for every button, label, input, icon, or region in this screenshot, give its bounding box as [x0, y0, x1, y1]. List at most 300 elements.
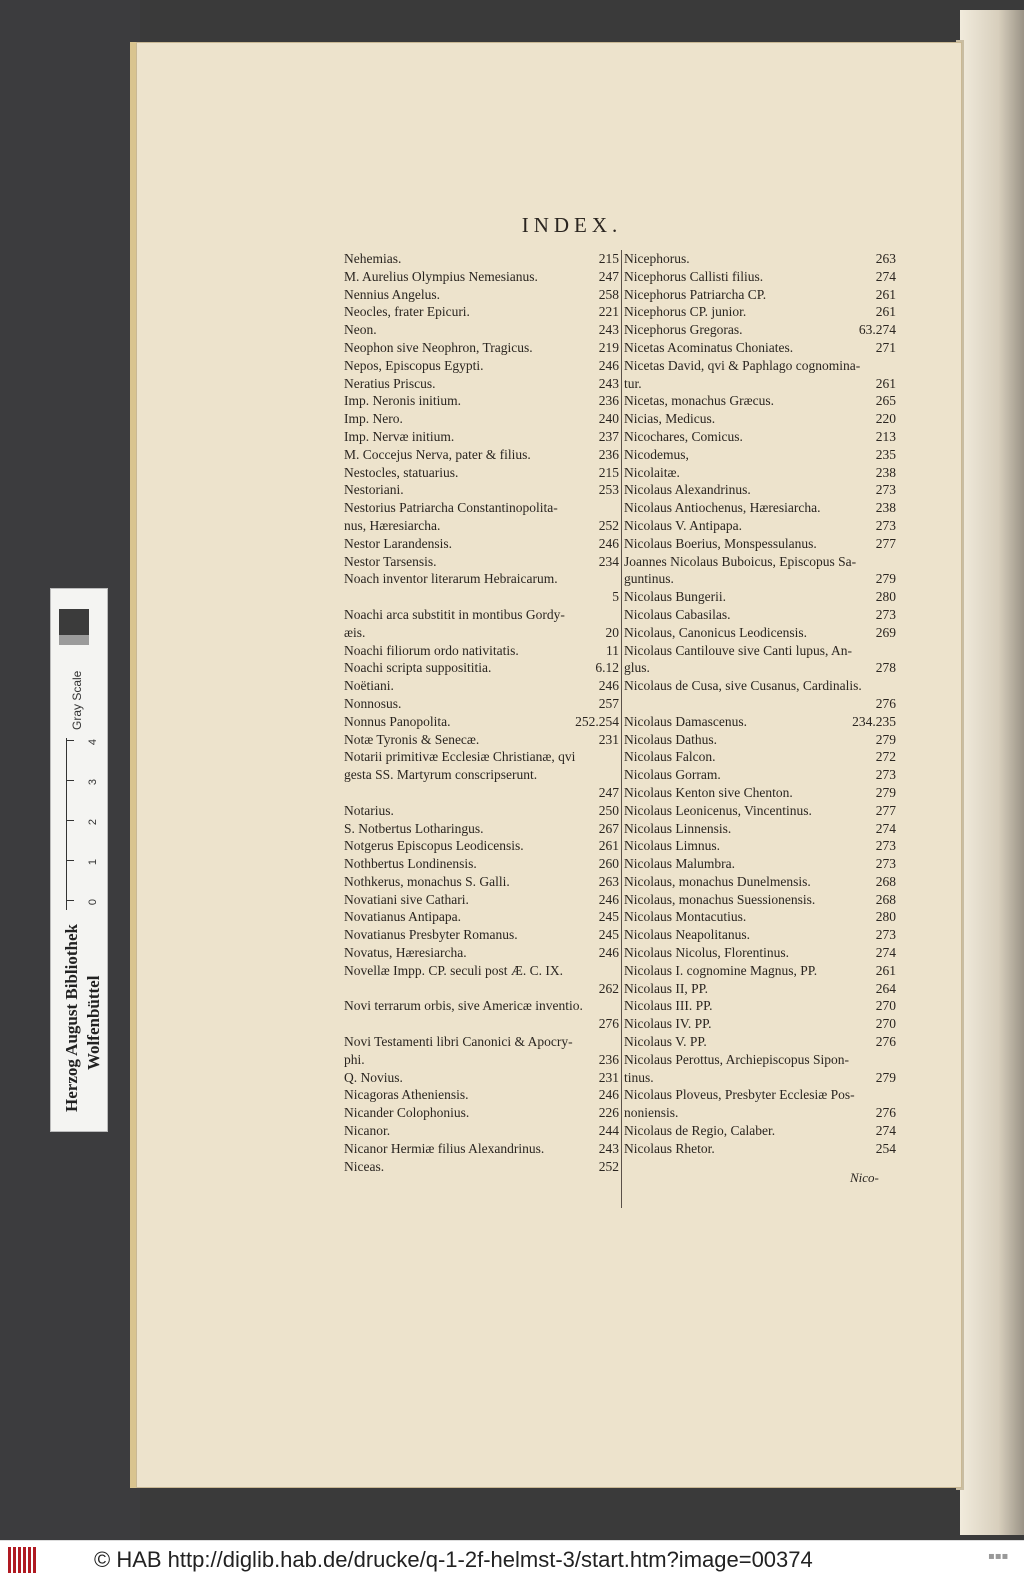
index-entry — [344, 873, 619, 891]
hab-logo-icon — [8, 1547, 46, 1577]
index-entry — [344, 980, 619, 998]
entry-page: 258 — [598, 286, 619, 302]
index-entry — [344, 321, 619, 339]
entry-page: 276 — [598, 1016, 619, 1032]
entry-name: Nicolaus Nicolus, Florentinus. — [624, 945, 789, 961]
entry-page: 231 — [598, 1069, 619, 1085]
index-entry — [624, 748, 896, 766]
index-title: INDEX. — [521, 213, 623, 237]
index-entry — [624, 446, 896, 464]
index-entry — [624, 624, 896, 642]
entry-page: 280 — [875, 589, 896, 605]
entry-page: 5 — [612, 589, 619, 605]
index-entry — [344, 268, 619, 286]
entry-page: 264 — [875, 980, 896, 996]
entry-page: 280 — [875, 909, 896, 925]
entry-name: Nicochares, Comicus. — [624, 428, 743, 444]
index-entry — [624, 357, 896, 375]
index-entry — [624, 1069, 896, 1087]
entry-name: Neratius Priscus. — [344, 375, 436, 391]
entry-name: Novi terrarum orbis, sive Americæ inventio. — [344, 998, 583, 1014]
entry-name: Nicolaus Ploveus, Presbyter Ecclesiæ Pos- — [624, 1087, 855, 1103]
entry-name: Nicanor. — [344, 1123, 391, 1139]
entry-name: Imp. Nervæ initium. — [344, 428, 455, 444]
index-entry — [624, 962, 896, 980]
entry-name: M. Aurelius Olympius Nemesianus. — [344, 268, 538, 284]
index-entry — [344, 837, 619, 855]
entry-name: Nothbertus Londinensis. — [344, 856, 477, 872]
entry-name: Neon. — [344, 322, 377, 338]
entry-page: 272 — [875, 749, 896, 765]
ruler-tick — [66, 740, 74, 741]
index-entry — [624, 1140, 896, 1158]
entry-name: Noachi arca substitit in montibus Gordy- — [344, 606, 565, 622]
index-entry — [624, 375, 896, 393]
entry-name: Neophon sive Neophron, Tragicus. — [344, 339, 533, 355]
entry-name: Nicolaus de Regio, Calaber. — [624, 1123, 776, 1139]
index-entry — [624, 481, 896, 499]
catchword: Nico- — [850, 1170, 879, 1185]
index-entry — [344, 570, 619, 588]
entry-name: Nicolaus de Cusa, sive Cusanus, Cardinalis. — [624, 678, 862, 694]
ruler-number: 2 — [87, 818, 100, 826]
entry-page: 277 — [875, 535, 896, 551]
entry-page: 261 — [598, 838, 619, 854]
entry-name: Q. Novius. — [344, 1069, 403, 1085]
entry-page: 247 — [598, 268, 619, 284]
index-entry — [624, 695, 896, 713]
entry-page: 246 — [598, 357, 619, 373]
entry-name: Nicolaus Damascenus. — [624, 713, 747, 729]
entry-name: Nicetas Acominatus Choniates. — [624, 339, 794, 355]
gray-patch-dark — [59, 609, 89, 635]
entry-name: Nicolaus IV. PP. — [624, 1016, 712, 1032]
entry-name: Niceas. — [344, 1158, 385, 1174]
entry-name: Nicodemus, — [624, 446, 689, 462]
entry-name: Nestor Larandensis. — [344, 535, 452, 551]
entry-page: 276 — [875, 1105, 896, 1121]
index-entry — [624, 677, 896, 695]
entry-page: 270 — [875, 998, 896, 1014]
entry-page: 221 — [598, 304, 619, 320]
entry-name: æis. — [344, 624, 366, 640]
entry-name: Novellæ Impp. CP. seculi post Æ. C. IX. — [344, 962, 564, 978]
entry-name: tur. — [624, 375, 642, 391]
index-entry — [344, 375, 619, 393]
index-entry — [624, 1051, 896, 1069]
footer-bar — [0, 1540, 1024, 1583]
entry-page: 273 — [875, 927, 896, 943]
index-entry — [624, 1033, 896, 1051]
index-entry — [344, 357, 619, 375]
entry-page: 11 — [606, 642, 619, 658]
entry-name: Novatianus Antipapa. — [344, 909, 461, 925]
entry-page: 273 — [875, 517, 896, 533]
entry-page: 263 — [875, 251, 896, 266]
entry-name: Nestoriani. — [344, 482, 404, 498]
entry-page: 238 — [875, 464, 896, 480]
entry-name: Nicolaus, monachus Dunelmensis. — [624, 873, 811, 889]
entry-name: Noach inventor literarum Hebraicarum. — [344, 571, 558, 587]
entry-page: 274 — [875, 268, 896, 284]
index-entry — [344, 695, 619, 713]
entry-name: tinus. — [624, 1069, 654, 1085]
index-entry — [344, 748, 619, 766]
entry-page: 234.235 — [852, 713, 896, 729]
index-entry — [344, 766, 619, 784]
index-entry — [344, 1086, 619, 1104]
entry-name: Notarii primitivæ Ecclesiæ Christianæ, qvi — [344, 749, 576, 765]
index-entry — [344, 499, 619, 517]
entry-page: 234 — [598, 553, 619, 569]
index-column-right — [624, 250, 896, 1158]
entry-page: 277 — [875, 802, 896, 818]
entry-page: 257 — [598, 695, 619, 711]
index-entry — [624, 410, 896, 428]
index-entry — [344, 624, 619, 642]
index-entry — [624, 1104, 896, 1122]
entry-page: 240 — [598, 411, 619, 427]
entry-name: Neocles, frater Epicuri. — [344, 304, 470, 320]
entry-name: Nicolaus Bungerii. — [624, 589, 726, 605]
entry-page: 252 — [598, 1158, 619, 1174]
index-entry — [344, 642, 619, 660]
entry-name: Noëtiani. — [344, 678, 394, 694]
entry-name: Nicolaus Cabasilas. — [624, 606, 731, 622]
entry-page: 279 — [875, 1069, 896, 1085]
entry-name: Nicolaus Rhetor. — [624, 1140, 715, 1156]
entry-page: 246 — [598, 891, 619, 907]
index-entry — [624, 464, 896, 482]
entry-name: Nepos, Episcopus Egypti. — [344, 357, 484, 373]
entry-page: 253 — [598, 482, 619, 498]
entry-page: 269 — [875, 624, 896, 640]
entry-page: 247 — [598, 784, 619, 800]
entry-name: guntinus. — [624, 571, 674, 587]
entry-name: Nicolaus Perottus, Archiepiscopus Sipon- — [624, 1051, 849, 1067]
entry-page: 268 — [875, 873, 896, 889]
entry-name: Nicolaus Kenton sive Chenton. — [624, 784, 793, 800]
entry-name: Nicolaus Falcon. — [624, 749, 716, 765]
entry-name: Novi Testamenti libri Canonici & Apocry- — [344, 1034, 573, 1050]
entry-name: Nicolaus III. PP. — [624, 998, 713, 1014]
index-entry — [344, 481, 619, 499]
index-entry — [624, 766, 896, 784]
entry-name: Nicephorus CP. junior. — [624, 304, 747, 320]
index-entry — [344, 339, 619, 357]
entry-name: nus, Hæresiarcha. — [344, 517, 441, 533]
entry-name: Nehemias. — [344, 251, 402, 266]
entry-page: 244 — [598, 1123, 619, 1139]
index-entry — [344, 802, 619, 820]
index-entry — [624, 1086, 896, 1104]
index-entry — [344, 588, 619, 606]
entry-name: Nicolaus, monachus Suessionensis. — [624, 891, 816, 907]
ruler-tick — [66, 900, 74, 901]
index-entry — [624, 588, 896, 606]
ruler-number: 4 — [87, 738, 100, 746]
entry-name: Nicolaus Dathus. — [624, 731, 717, 747]
entry-name: Nicephorus. — [624, 251, 690, 266]
index-entry — [344, 731, 619, 749]
index-entry — [344, 286, 619, 304]
entry-page: 246 — [598, 678, 619, 694]
entry-page: 63.274 — [858, 322, 896, 338]
entry-page: 273 — [875, 482, 896, 498]
entry-page: 236 — [598, 446, 619, 462]
entry-name: Novatiani sive Cathari. — [344, 891, 469, 907]
entry-name: Nicolaus Alexandrinus. — [624, 482, 751, 498]
entry-page: 270 — [875, 1016, 896, 1032]
index-entry — [344, 855, 619, 873]
entry-name: Nothkerus, monachus S. Galli. — [344, 873, 510, 889]
ruler-tick — [66, 860, 74, 861]
index-entry — [344, 606, 619, 624]
entry-page: 254 — [875, 1140, 896, 1156]
book-edge-right — [960, 10, 1024, 1535]
entry-page: 261 — [875, 286, 896, 302]
entry-page: 213 — [875, 428, 896, 444]
index-entry — [344, 392, 619, 410]
entry-name: Nestocles, statuarius. — [344, 464, 459, 480]
index-entry — [344, 1104, 619, 1122]
index-entry — [624, 908, 896, 926]
entry-name: Nicolaus Gorram. — [624, 767, 721, 783]
index-entry — [624, 837, 896, 855]
entry-name: Nicolaus V. PP. — [624, 1034, 707, 1050]
entry-page: 236 — [598, 1051, 619, 1067]
ruler-number: 3 — [87, 778, 100, 786]
index-entry — [624, 802, 896, 820]
index-entry — [624, 250, 896, 268]
entry-name: Nicolaus, Canonicus Leodicensis. — [624, 624, 807, 640]
entry-name: Nennius Angelus. — [344, 286, 440, 302]
index-entry — [624, 517, 896, 535]
index-entry — [344, 1158, 619, 1176]
entry-page: 262 — [598, 980, 619, 996]
index-entry — [624, 392, 896, 410]
index-entry — [624, 553, 896, 571]
entry-name: Nicetas, monachus Græcus. — [624, 393, 774, 409]
index-entry — [344, 944, 619, 962]
index-entry — [344, 891, 619, 909]
index-column-left — [344, 250, 619, 1175]
entry-name: Nicanor Hermiæ filius Alexandrinus. — [344, 1140, 545, 1156]
index-entry — [624, 428, 896, 446]
index-entry — [344, 553, 619, 571]
entry-name: Nicagoras Atheniensis. — [344, 1087, 469, 1103]
entry-page: 215 — [598, 464, 619, 480]
index-entry — [624, 268, 896, 286]
entry-page: 246 — [598, 535, 619, 551]
entry-page: 268 — [875, 891, 896, 907]
index-entry — [344, 677, 619, 695]
index-entry — [344, 303, 619, 321]
library-name: Herzog August Bibliothek — [62, 924, 81, 1112]
entry-page: 236 — [598, 393, 619, 409]
entry-name: Nicander Colophonius. — [344, 1105, 470, 1121]
entry-page: 219 — [598, 339, 619, 355]
entry-page: 231 — [598, 731, 619, 747]
entry-name: Nestorius Patriarcha Constantinopolita- — [344, 500, 558, 516]
index-entry — [624, 659, 896, 677]
library-place: Wolfenbüttel — [84, 975, 103, 1070]
entry-name: Nicolaus I. cognomine Magnus, PP. — [624, 962, 818, 978]
index-entry — [624, 713, 896, 731]
index-entry — [344, 535, 619, 553]
entry-page: 263 — [598, 873, 619, 889]
index-entry — [344, 1122, 619, 1140]
index-entry — [624, 535, 896, 553]
entry-page: 261 — [875, 962, 896, 978]
column-divider — [621, 250, 622, 1208]
index-entry — [624, 1015, 896, 1033]
entry-name: Nicephorus Patriarcha CP. — [624, 286, 767, 302]
index-entry — [624, 891, 896, 909]
entry-page: 243 — [598, 322, 619, 338]
entry-name: Nicolaus Linnensis. — [624, 820, 732, 836]
entry-name: Nestor Tarsensis. — [344, 553, 437, 569]
entry-name: Nicephorus Gregoras. — [624, 322, 743, 338]
entry-page: 250 — [598, 802, 619, 818]
entry-page: 279 — [875, 784, 896, 800]
entry-name: M. Coccejus Nerva, pater & filius. — [344, 446, 531, 462]
index-entry — [344, 997, 619, 1015]
entry-page: 215 — [598, 251, 619, 266]
entry-page: 220 — [875, 411, 896, 427]
entry-name: Nicolaus Montacutius. — [624, 909, 747, 925]
entry-page: 279 — [875, 571, 896, 587]
entry-name: Joannes Nicolaus Buboicus, Episcopus Sa- — [624, 553, 857, 569]
index-entry — [344, 1140, 619, 1158]
entry-name: Nicolaus Antiochenus, Hæresiarcha. — [624, 500, 821, 516]
entry-page: 226 — [598, 1105, 619, 1121]
entry-name: glus. — [624, 660, 650, 676]
index-entry — [344, 908, 619, 926]
entry-page: 260 — [598, 856, 619, 872]
index-entry — [624, 980, 896, 998]
entry-name: Nicetas David, qvi & Paphlago cognomina- — [624, 357, 861, 373]
entry-name: Imp. Neronis initium. — [344, 393, 461, 409]
page-header — [0, 213, 1024, 238]
index-entry — [624, 570, 896, 588]
entry-page: 274 — [875, 1123, 896, 1139]
index-entry — [344, 1051, 619, 1069]
entry-page: 245 — [598, 927, 619, 943]
entry-name: Notæ Tyronis & Senecæ. — [344, 731, 480, 747]
index-entry — [344, 410, 619, 428]
entry-name: Nicolaus Limnus. — [624, 838, 720, 854]
entry-page: 265 — [875, 393, 896, 409]
entry-page: 273 — [875, 606, 896, 622]
entry-name: noniensis. — [624, 1105, 679, 1121]
index-entry — [624, 873, 896, 891]
entry-page: 245 — [598, 909, 619, 925]
entry-name: Nonnus Panopolita. — [344, 713, 451, 729]
entry-page: 274 — [875, 820, 896, 836]
entry-name: Nicolaitæ. — [624, 464, 680, 480]
index-entry — [624, 339, 896, 357]
entry-name: Notarius. — [344, 802, 394, 818]
entry-name: Notgerus Episcopus Leodicensis. — [344, 838, 524, 854]
entry-name: Novatus, Hæresiarcha. — [344, 945, 467, 961]
entry-page: 276 — [875, 695, 896, 711]
ruler-number: 1 — [87, 858, 100, 866]
entry-name: Nicolaus II, PP. — [624, 980, 708, 996]
entry-page: 273 — [875, 856, 896, 872]
entry-name: Nicolaus Neapolitanus. — [624, 927, 750, 943]
entry-name: gesta SS. Martyrum conscripserunt. — [344, 767, 538, 783]
index-entry — [624, 997, 896, 1015]
index-entry — [624, 286, 896, 304]
index-entry — [624, 855, 896, 873]
entry-page: 252.254 — [575, 713, 619, 729]
entry-name: Nicephorus Callisti filius. — [624, 268, 764, 284]
entry-name: Nonnosus. — [344, 695, 402, 711]
index-entry — [344, 1033, 619, 1051]
entry-page: 237 — [598, 428, 619, 444]
entry-name: Imp. Nero. — [344, 411, 403, 427]
index-entry — [624, 731, 896, 749]
index-entry — [344, 659, 619, 677]
ruler-tick — [66, 820, 74, 821]
index-entry — [344, 784, 619, 802]
entry-page: 261 — [875, 304, 896, 320]
index-entry — [624, 303, 896, 321]
ruler-tick — [66, 780, 74, 781]
ruler-number: 0 — [87, 898, 100, 906]
entry-page: 273 — [875, 838, 896, 854]
entry-page: 20 — [605, 624, 619, 640]
index-entry — [344, 1069, 619, 1087]
entry-name: Nicolaus Malumbra. — [624, 856, 735, 872]
entry-page: 276 — [875, 1034, 896, 1050]
index-entry — [344, 926, 619, 944]
entry-page: 238 — [875, 500, 896, 516]
entry-page: 252 — [598, 517, 619, 533]
entry-name: Novatianus Presbyter Romanus. — [344, 927, 518, 943]
index-entry — [344, 464, 619, 482]
index-entry — [344, 446, 619, 464]
index-entry — [624, 926, 896, 944]
index-entry — [344, 713, 619, 731]
more-icon: ▪▪▪ — [988, 1551, 1009, 1562]
entry-page: 274 — [875, 945, 896, 961]
entry-page: 271 — [875, 339, 896, 355]
index-entry — [624, 820, 896, 838]
index-entry — [344, 820, 619, 838]
entry-name: Noachi scripta supposititia. — [344, 660, 492, 676]
entry-page: 261 — [875, 375, 896, 391]
index-entry — [344, 1015, 619, 1033]
entry-name: Nicolaus Leonicenus, Vincentinus. — [624, 802, 812, 818]
entry-name: Nicolaus Cantilouve sive Canti lupus, An- — [624, 642, 852, 658]
entry-page: 267 — [598, 820, 619, 836]
entry-page: 278 — [875, 660, 896, 676]
index-entry — [624, 606, 896, 624]
entry-page: 246 — [598, 945, 619, 961]
entry-page: 243 — [598, 1140, 619, 1156]
entry-name: phi. — [344, 1051, 365, 1067]
entry-page: 273 — [875, 767, 896, 783]
index-entry — [344, 428, 619, 446]
index-entry — [344, 517, 619, 535]
gray-scale-label: Gray Scale — [70, 670, 84, 730]
entry-page: 279 — [875, 731, 896, 747]
entry-name: Nicolaus Boerius, Monspessulanus. — [624, 535, 817, 551]
footer-link[interactable]: © HAB http://diglib.hab.de/drucke/q-1-2f-helmst-3/start.htm?image=00374 — [94, 1547, 813, 1572]
gray-patch-mid — [59, 635, 89, 645]
